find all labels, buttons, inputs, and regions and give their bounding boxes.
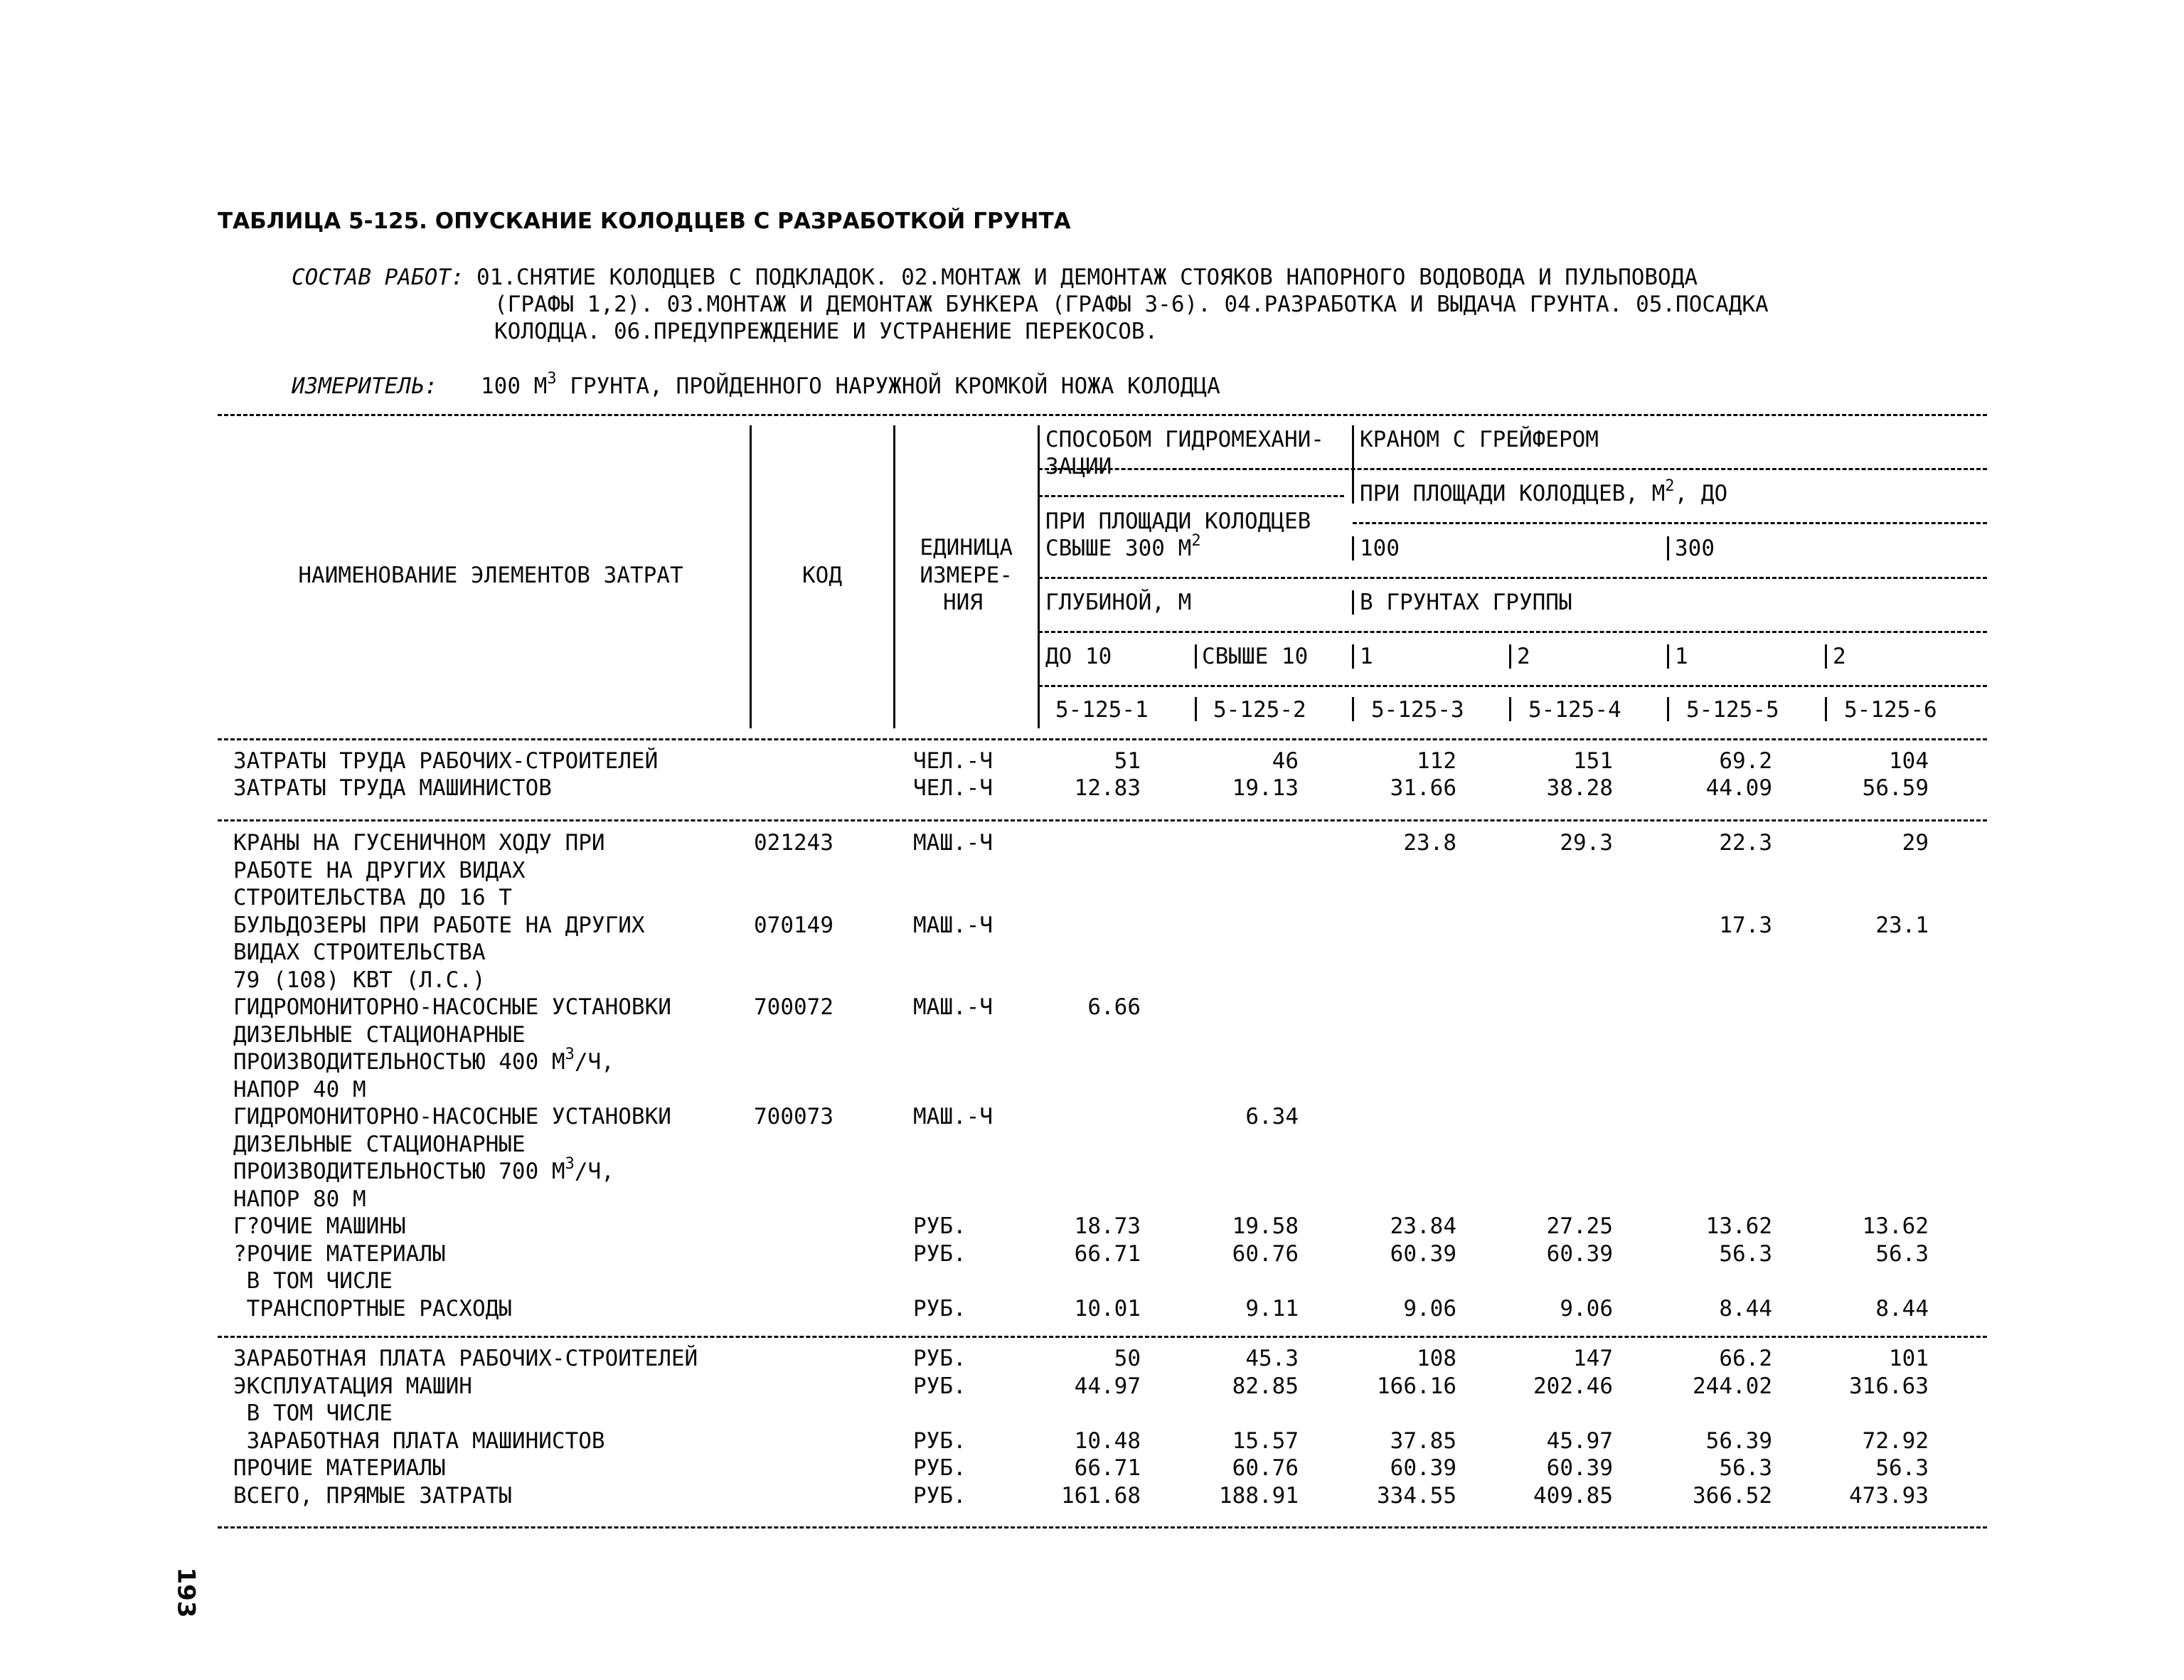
row-value: 45.97 bbox=[1546, 1428, 1613, 1454]
row-value: 66.2 bbox=[1719, 1346, 1772, 1371]
header-code: КОД bbox=[802, 563, 842, 588]
row-name: ДИЗЕЛЬНЫЕ СТАЦИОНАРНЫЕ bbox=[233, 1021, 526, 1048]
header-unit: ИЗМЕРЕ- bbox=[920, 563, 1013, 588]
row-value: 37.85 bbox=[1390, 1428, 1456, 1454]
row-value: 56.39 bbox=[1705, 1428, 1772, 1454]
row-unit: РУБ. bbox=[913, 1240, 966, 1267]
row-value: 56.3 bbox=[1719, 1240, 1772, 1267]
row-name: ДИЗЕЛЬНЫЕ СТАЦИОНАРНЫЕ bbox=[233, 1131, 526, 1157]
row-value: 10.01 bbox=[1074, 1295, 1141, 1322]
row-value: 161.68 bbox=[1061, 1482, 1141, 1509]
header-divider bbox=[1667, 644, 1669, 669]
row-unit: РУБ. bbox=[913, 1373, 966, 1399]
row-code: 700072 bbox=[754, 994, 833, 1020]
header-divider bbox=[1825, 644, 1827, 669]
table-top-rule bbox=[218, 414, 1987, 416]
header-divider bbox=[1352, 697, 1354, 721]
row-value: 18.73 bbox=[1074, 1213, 1141, 1239]
row-name: В ТОМ ЧИСЛЕ bbox=[233, 1400, 393, 1426]
header-crane-area: ПРИ ПЛОЩАДИ КОЛОДЦЕВ, $М^2$, ДО bbox=[1360, 477, 1728, 506]
row-value: 31.66 bbox=[1390, 775, 1456, 801]
row-value: 56.59 bbox=[1862, 775, 1929, 801]
row-value: 473.93 bbox=[1849, 1482, 1929, 1509]
column-code: 5-125-6 bbox=[1844, 697, 1937, 723]
section-rule bbox=[218, 819, 1987, 822]
row-value: 38.28 bbox=[1546, 775, 1613, 801]
header-depth: ГЛУБИНОЙ, М bbox=[1045, 590, 1192, 615]
header-divider bbox=[1509, 644, 1511, 669]
row-value: 166.16 bbox=[1377, 1373, 1456, 1399]
header-divider bbox=[1352, 536, 1354, 560]
row-value: 9.11 bbox=[1245, 1295, 1299, 1322]
row-value: 23.84 bbox=[1390, 1213, 1456, 1239]
row-value: 60.39 bbox=[1390, 1455, 1456, 1481]
column-code: 5-125-4 bbox=[1528, 697, 1621, 723]
row-unit: МАШ.-Ч bbox=[913, 830, 993, 856]
row-value: 10.48 bbox=[1074, 1428, 1141, 1454]
row-value: 27.25 bbox=[1546, 1213, 1613, 1239]
row-value: 22.3 bbox=[1719, 830, 1772, 856]
row-value: 60.76 bbox=[1232, 1240, 1299, 1267]
row-value: 316.63 bbox=[1849, 1373, 1929, 1399]
header-divider bbox=[750, 425, 752, 728]
row-value: 51 bbox=[1114, 748, 1141, 774]
row-name: ЗАРАБОТНАЯ ПЛАТА МАШИНИСТОВ bbox=[233, 1428, 605, 1454]
header-sub: 1 bbox=[1675, 644, 1688, 669]
row-value: 66.71 bbox=[1074, 1455, 1141, 1481]
row-name: ПРОИЗВОДИТЕЛЬНОСТЬЮ 400 $М^3/Ч$, bbox=[233, 1046, 614, 1075]
row-code: 021243 bbox=[754, 830, 833, 856]
row-unit: ЧЕЛ.-Ч bbox=[913, 775, 993, 801]
row-unit: РУБ. bbox=[913, 1482, 966, 1509]
header-divider bbox=[1195, 697, 1197, 721]
page-number: 193 bbox=[171, 1567, 201, 1618]
column-code: 5-125-1 bbox=[1055, 697, 1149, 723]
header-rule bbox=[1038, 685, 1987, 687]
row-value: 112 bbox=[1417, 748, 1456, 774]
row-value: 409.85 bbox=[1533, 1482, 1613, 1509]
section-rule bbox=[218, 1336, 1987, 1338]
row-value: 108 bbox=[1417, 1346, 1456, 1371]
row-unit: МАШ.-Ч bbox=[913, 912, 993, 938]
header-area-300: 300 bbox=[1675, 536, 1715, 561]
row-value: 72.92 bbox=[1862, 1428, 1929, 1454]
row-value: 29 bbox=[1902, 830, 1929, 856]
row-value: 60.39 bbox=[1390, 1240, 1456, 1267]
header-rule bbox=[1038, 495, 1344, 497]
header-divider bbox=[1509, 697, 1511, 721]
row-value: 44.97 bbox=[1074, 1373, 1141, 1399]
row-unit: РУБ. bbox=[913, 1428, 966, 1454]
table-title: ТАБЛИЦА 5-125. ОПУСКАНИЕ КОЛОДЦЕВ С РАЗРАБОТКОЙ ГРУНТА bbox=[218, 208, 1071, 234]
row-unit: МАШ.-Ч bbox=[913, 1104, 993, 1129]
work-composition-line: (ГРАФЫ 1,2). 03.МОНТАЖ И ДЕМОНТАЖ БУНКЕРА (ГРАФЫ 3-6). 04.РАЗРАБОТКА И ВЫДАЧА ГРУНТА. 05.ПОСАДКА bbox=[494, 292, 1769, 317]
header-hydro-area: ПРИ ПЛОЩАДИ КОЛОДЦЕВ bbox=[1045, 509, 1311, 534]
header-rule bbox=[1038, 577, 1987, 579]
row-unit: РУБ. bbox=[913, 1295, 966, 1322]
row-code: 070149 bbox=[754, 912, 833, 938]
row-value: 12.83 bbox=[1074, 775, 1141, 801]
header-bottom-rule bbox=[218, 738, 1987, 740]
work-composition-label: СОСТАВ РАБОТ: bbox=[292, 265, 464, 290]
header-divider bbox=[1825, 697, 1827, 721]
header-hydro-area: СВЫШЕ 300 $М^2$ bbox=[1045, 532, 1201, 561]
row-value: 60.76 bbox=[1232, 1455, 1299, 1481]
row-value: 13.62 bbox=[1862, 1213, 1929, 1239]
row-unit: ЧЕЛ.-Ч bbox=[913, 748, 993, 774]
header-name: НАИМЕНОВАНИЕ ЭЛЕМЕНТОВ ЗАТРАТ bbox=[298, 563, 683, 588]
row-value: 56.3 bbox=[1875, 1455, 1929, 1481]
row-name: В ТОМ ЧИСЛЕ bbox=[233, 1268, 393, 1294]
row-value: 56.3 bbox=[1719, 1455, 1772, 1481]
header-rule bbox=[1038, 631, 1987, 633]
header-sub: 2 bbox=[1517, 644, 1530, 669]
row-value: 202.46 bbox=[1533, 1373, 1613, 1399]
header-rule bbox=[1353, 522, 1987, 524]
header-hydro: ЗАЦИИ bbox=[1045, 454, 1112, 479]
row-name: ТРАНСПОРТНЫЕ РАСХОДЫ bbox=[233, 1295, 512, 1322]
row-code: 700073 bbox=[754, 1104, 833, 1129]
row-name: ВИДАХ СТРОИТЕЛЬСТВА bbox=[233, 940, 486, 965]
row-value: 151 bbox=[1573, 748, 1613, 774]
header-divider bbox=[1038, 425, 1040, 728]
work-composition-line: 01.СНЯТИЕ КОЛОДЦЕВ С ПОДКЛАДОК. 02.МОНТАЖ И ДЕМОНТАЖ СТОЯКОВ НАПОРНОГО ВОДОВОДА И ПУЛЬПОВОДА bbox=[476, 265, 1698, 290]
row-name: ?РОЧИЕ МАТЕРИАЛЫ bbox=[233, 1240, 446, 1267]
row-value: 45.3 bbox=[1245, 1346, 1299, 1371]
row-name: ГИДРОМОНИТОРНО-НАСОСНЫЕ УСТАНОВКИ bbox=[233, 994, 671, 1020]
row-name: БУЛЬДОЗЕРЫ ПРИ РАБОТЕ НА ДРУГИХ bbox=[233, 912, 645, 938]
work-composition-line: КОЛОДЦА. 06.ПРЕДУПРЕЖДЕНИЕ И УСТРАНЕНИЕ ПЕРЕКОСОВ. bbox=[494, 319, 1158, 344]
row-name: НАПОР 80 М bbox=[233, 1186, 366, 1212]
row-value: 8.44 bbox=[1875, 1295, 1929, 1322]
row-value: 104 bbox=[1889, 748, 1929, 774]
row-value: 188.91 bbox=[1219, 1482, 1299, 1509]
header-area-100: 100 bbox=[1360, 536, 1400, 561]
row-value: 23.8 bbox=[1403, 830, 1456, 856]
header-soil: В ГРУНТАХ ГРУППЫ bbox=[1360, 590, 1572, 615]
row-name: ВСЕГО, ПРЯМЫЕ ЗАТРАТЫ bbox=[233, 1482, 512, 1509]
row-value: 60.39 bbox=[1546, 1240, 1613, 1267]
column-code: 5-125-5 bbox=[1686, 697, 1779, 723]
header-unit: ЕДИНИЦА bbox=[920, 535, 1013, 560]
row-value: 147 bbox=[1573, 1346, 1613, 1371]
row-value: 15.57 bbox=[1232, 1428, 1299, 1454]
row-value: 82.85 bbox=[1232, 1373, 1299, 1399]
column-code: 5-125-3 bbox=[1371, 697, 1464, 723]
row-value: 50 bbox=[1114, 1346, 1141, 1371]
header-sub: ДО 10 bbox=[1045, 644, 1112, 669]
row-name: ГИДРОМОНИТОРНО-НАСОСНЫЕ УСТАНОВКИ bbox=[233, 1104, 671, 1129]
row-name: ПРОЧИЕ МАТЕРИАЛЫ bbox=[233, 1455, 446, 1481]
row-value: 19.58 bbox=[1232, 1213, 1299, 1239]
row-unit: РУБ. bbox=[913, 1346, 966, 1371]
row-value: 6.66 bbox=[1087, 994, 1141, 1020]
header-divider bbox=[1352, 590, 1354, 615]
row-name: 79 (108) КВТ (Л.С.) bbox=[233, 967, 486, 993]
row-name: ЗАТРАТЫ ТРУДА РАБОЧИХ-СТРОИТЕЛЕЙ bbox=[233, 748, 659, 774]
row-name: ПРОИЗВОДИТЕЛЬНОСТЬЮ 700 $М^3/Ч$, bbox=[233, 1155, 614, 1184]
header-rule bbox=[1038, 468, 1987, 470]
row-value: 101 bbox=[1889, 1346, 1929, 1371]
row-value: 6.34 bbox=[1245, 1104, 1299, 1129]
measure-label: ИЗМЕРИТЕЛЬ: bbox=[292, 373, 438, 399]
row-value: 9.06 bbox=[1403, 1295, 1456, 1322]
header-sub: 2 bbox=[1833, 644, 1846, 669]
row-name: ЗАТРАТЫ ТРУДА МАШИНИСТОВ bbox=[233, 775, 552, 801]
header-unit: НИЯ bbox=[943, 590, 983, 615]
row-name: СТРОИТЕЛЬСТВА ДО 16 Т bbox=[233, 885, 512, 910]
header-divider bbox=[893, 425, 895, 728]
row-value: 19.13 bbox=[1232, 775, 1299, 801]
row-unit: РУБ. bbox=[913, 1455, 966, 1481]
row-value: 13.62 bbox=[1705, 1213, 1772, 1239]
table-bottom-rule bbox=[218, 1526, 1987, 1529]
column-code: 5-125-2 bbox=[1213, 697, 1306, 723]
row-value: 46 bbox=[1272, 748, 1299, 774]
row-name: КРАНЫ НА ГУСЕНИЧНОМ ХОДУ ПРИ bbox=[233, 830, 605, 856]
measure-text: 100 $М^3$ ГРУНТА, ПРОЙДЕННОГО НАРУЖНОЙ КРОМКОЙ НОЖА КОЛОДЦА bbox=[481, 370, 1220, 399]
row-value: 66.71 bbox=[1074, 1240, 1141, 1267]
row-unit: РУБ. bbox=[913, 1213, 966, 1239]
row-value: 69.2 bbox=[1719, 748, 1772, 774]
header-divider bbox=[1195, 644, 1197, 669]
header-divider bbox=[1667, 536, 1669, 560]
header-sub: СВЫШЕ 10 bbox=[1202, 644, 1309, 669]
row-value: 29.3 bbox=[1560, 830, 1613, 856]
row-value: 56.3 bbox=[1875, 1240, 1929, 1267]
row-unit: МАШ.-Ч bbox=[913, 994, 993, 1020]
row-value: 244.02 bbox=[1693, 1373, 1772, 1399]
header-sub: 1 bbox=[1360, 644, 1373, 669]
row-name: Г?ОЧИЕ МАШИНЫ bbox=[233, 1213, 406, 1239]
header-crane: КРАНОМ С ГРЕЙФЕРОМ bbox=[1360, 427, 1599, 452]
row-value: 17.3 bbox=[1719, 912, 1772, 938]
row-value: 23.1 bbox=[1875, 912, 1929, 938]
header-divider bbox=[1038, 697, 1040, 721]
row-name: РАБОТЕ НА ДРУГИХ ВИДАХ bbox=[233, 857, 526, 883]
row-value: 8.44 bbox=[1719, 1295, 1772, 1322]
row-value: 366.52 bbox=[1693, 1482, 1772, 1509]
row-name: ЭКСПЛУАТАЦИЯ МАШИН bbox=[233, 1373, 472, 1399]
header-hydro: СПОСОБОМ ГИДРОМЕХАНИ- bbox=[1045, 427, 1324, 452]
row-value: 334.55 bbox=[1377, 1482, 1456, 1509]
row-name: ЗАРАБОТНАЯ ПЛАТА РАБОЧИХ-СТРОИТЕЛЕЙ bbox=[233, 1346, 698, 1371]
row-name: НАПОР 40 М bbox=[233, 1076, 366, 1102]
row-value: 60.39 bbox=[1546, 1455, 1613, 1481]
row-value: 9.06 bbox=[1560, 1295, 1613, 1322]
header-divider bbox=[1667, 697, 1669, 721]
header-divider bbox=[1352, 644, 1354, 669]
header-divider bbox=[1352, 425, 1354, 504]
row-value: 44.09 bbox=[1705, 775, 1772, 801]
